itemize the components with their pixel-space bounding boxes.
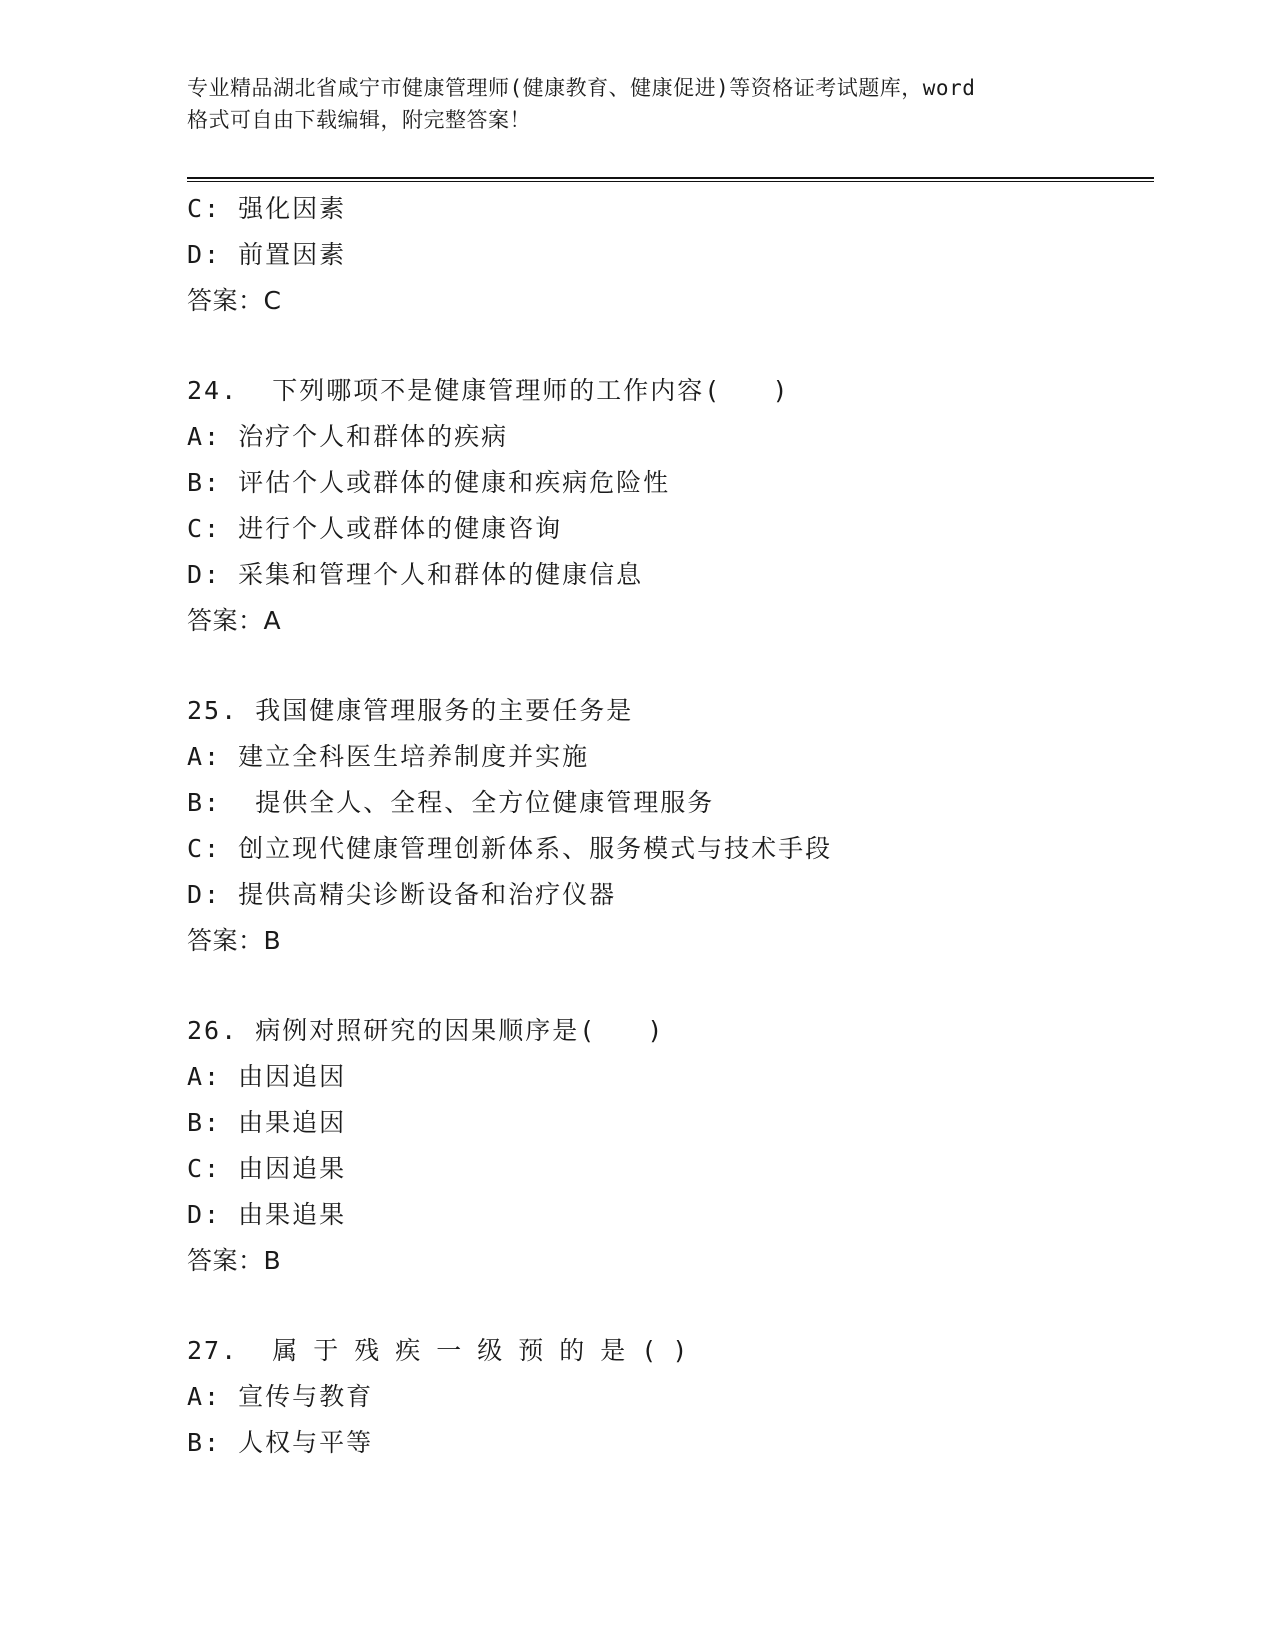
option-b: B: 由果追因 <box>187 1108 347 1137</box>
option-d: D: 前置因素 <box>187 240 347 269</box>
option-a: A: 治疗个人和群体的疾病 <box>187 422 509 451</box>
question-stem: 25. 我国健康管理服务的主要任务是 <box>187 696 634 725</box>
question-block-23 <box>187 186 1137 324</box>
header-divider <box>187 177 1154 182</box>
question-text: 属于残疾一级预的是() <box>272 1336 704 1365</box>
option-b: B: 评估个人或群体的健康和疾病危险性 <box>187 468 671 497</box>
option-a: A: 建立全科医生培养制度并实施 <box>187 742 590 771</box>
question-block-26 <box>187 1008 1137 1284</box>
question-block-24 <box>187 368 1137 644</box>
answer-line: 答案：A <box>187 606 282 635</box>
option-c: C: 强化因素 <box>187 194 347 223</box>
question-stem <box>187 1328 1137 1374</box>
option-b: B: 提供全人、全程、全方位健康管理服务 <box>187 788 715 817</box>
header-line-1: 专业精品湖北省咸宁市健康管理师(健康教育、健康促进)等资格证考试题库，word <box>187 76 976 100</box>
option-d: D: 提供高精尖诊断设备和治疗仪器 <box>187 880 617 909</box>
option-a: A: 宣传与教育 <box>187 1382 374 1411</box>
question-number: 27. <box>187 1336 239 1365</box>
answer-line: 答案：B <box>187 926 282 955</box>
document-header <box>187 72 1107 136</box>
question-block-27 <box>187 1328 1137 1466</box>
option-c: C: 由因追果 <box>187 1154 347 1183</box>
answer-line: 答案：B <box>187 1246 282 1275</box>
option-c: C: 进行个人或群体的健康咨询 <box>187 514 563 543</box>
header-line-2: 格式可自由下载编辑，附完整答案！ <box>187 108 531 132</box>
question-list <box>187 186 1137 1466</box>
option-b: B: 人权与平等 <box>187 1428 374 1457</box>
option-c: C: 创立现代健康管理创新体系、服务模式与技术手段 <box>187 834 833 863</box>
option-d: D: 由果追果 <box>187 1200 347 1229</box>
option-d: D: 采集和管理个人和群体的健康信息 <box>187 560 644 589</box>
question-stem: 26. 病例对照研究的因果顺序是( ) <box>187 1016 665 1045</box>
question-block-25 <box>187 688 1137 964</box>
answer-line: 答案：C <box>187 286 282 315</box>
option-a: A: 由因追因 <box>187 1062 347 1091</box>
question-stem: 24. 下列哪项不是健康管理师的工作内容( ) <box>187 376 790 405</box>
